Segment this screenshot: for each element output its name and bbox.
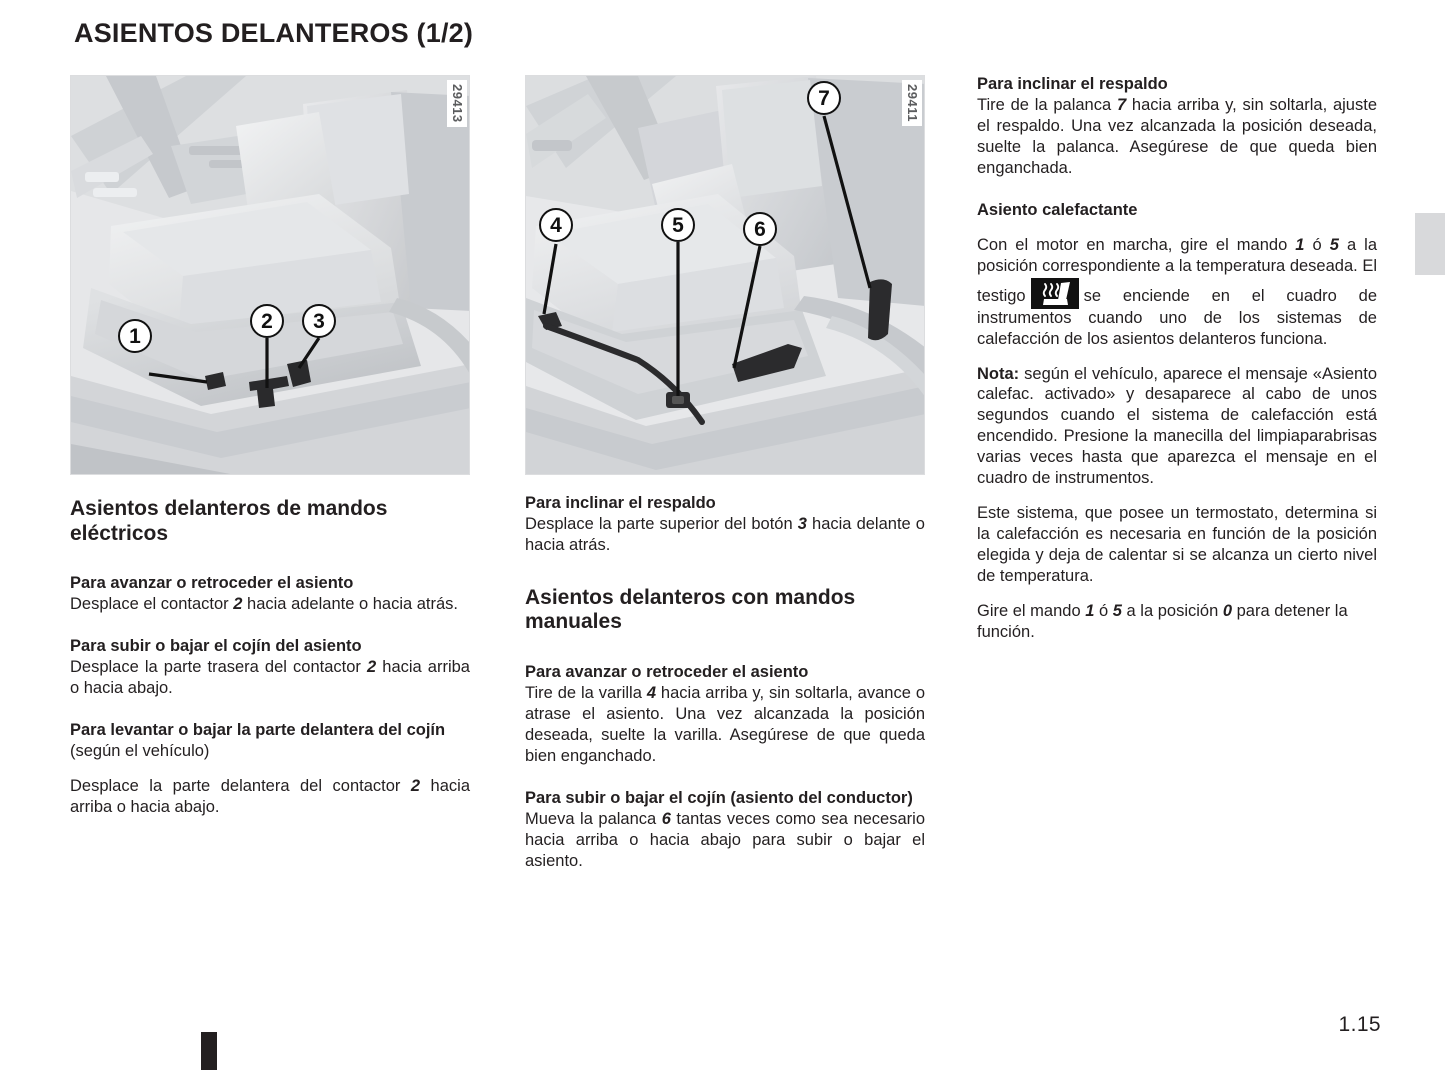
left-block-1-heading: Para avanzar o retroceder el asiento: [70, 574, 354, 593]
callout-4: 4: [539, 208, 573, 242]
right-stop-body: Gire el mando 1 ó 5 a la posición 0 para detener la función.: [977, 602, 1348, 642]
left-block-1-body: Desplace el contactor 2 hacia adelante o hacia atrás.: [70, 595, 459, 614]
note-label: Nota:: [977, 364, 1020, 383]
figure-code-29413: 29413: [447, 80, 467, 127]
left-block-3-subnote: (según el vehículo): [70, 741, 210, 760]
heated-seat-telltale-icon: [1031, 278, 1079, 309]
right-heated-body: Con el motor en marcha, gire el mando 1 ó 5 a la posición correspondiente a la temperatura deseada. El testigo se enciende en el cuadro de instrumentos cuando uno de los sistemas de calefacción de los asientos delanteros funciona.: [977, 235, 1377, 348]
callout-5: 5: [661, 208, 695, 242]
callout-6: 6: [743, 212, 777, 246]
edge-thumb-tab: [1415, 213, 1445, 275]
middle-block-2-heading: Para subir o bajar el cojín (asiento del conductor): [525, 788, 913, 807]
page-number: 1.15: [1338, 1013, 1381, 1036]
middle-block-2-body: Mueva la palanca 6 tantas veces como sea necesario hacia arriba o hacia abajo para subir o bajar el asiento.: [525, 809, 925, 870]
figure-electric-seat: [70, 75, 470, 475]
left-section-heading: Asientos delanteros de mandos eléctricos: [70, 497, 388, 545]
middle-block-1-heading: Para avanzar o retroceder el asiento: [525, 662, 809, 681]
callout-1: 1: [118, 319, 152, 353]
figure-manual-seat-illustration: [526, 76, 925, 475]
column-left: [70, 75, 470, 818]
column-middle: [525, 75, 925, 872]
figure-electric-seat-illustration: [71, 76, 470, 475]
left-block-3-heading: Para levantar o bajar la parte delantera del cojín: [70, 720, 446, 739]
figure-manual-seat: [525, 75, 925, 475]
column-right: [977, 75, 1377, 643]
right-note-body: Nota: según el vehículo, aparece el mensaje «Asiento calefac. activado» y desaparece al cabo de unos segundos cuando el sistema de calefacción está encendido. Presione la manecilla del limpiaparabrisas varias veces hasta que aparezca el mensaje en el cuadro de instrumentos.: [977, 364, 1377, 488]
left-block-3-body: Desplace la parte delantera del contactor 2 hacia arriba o hacia abajo.: [70, 776, 470, 816]
middle-section-heading: Asientos delanteros con mandos manuales: [525, 585, 856, 634]
left-block-2-heading: Para subir o bajar el cojín del asiento: [70, 637, 362, 656]
callout-2: 2: [250, 304, 284, 338]
right-recline-body: Tire de la palanca 7 hacia arriba y, sin soltarla, ajuste el respaldo. Una vez alcanzada la posición deseada, suelte la palanca. Asegúrese de que queda bien enganchada.: [977, 95, 1377, 177]
middle-recline-body: Desplace la parte superior del botón 3 hacia delante o hacia atrás.: [525, 514, 925, 554]
middle-recline-heading: Para inclinar el respaldo: [525, 494, 716, 512]
figure-code-29411: 29411: [902, 80, 922, 126]
middle-block-1-body: Tire de la varilla 4 hacia arriba y, sin soltarla, avance o atrase el asiento. Una vez alcanzada la posición deseada, suelte la varilla. Asegúrese de que queda bien enganchado.: [525, 683, 925, 765]
left-block-2-body: Desplace la parte trasera del contactor 2 hacia arriba o hacia abajo.: [70, 657, 470, 697]
callout-7: 7: [807, 81, 841, 115]
page-title: ASIENTOS DELANTEROS (1/2): [74, 18, 474, 48]
section-tab-marker: [201, 1032, 217, 1070]
right-thermostat-body: Este sistema, que posee un termostato, determina si la calefacción es necesaria en función de la posición elegida y deja de calentar si se alcanza un cierto nivel de temperatura.: [977, 504, 1377, 586]
callout-3: 3: [302, 304, 336, 338]
right-recline-heading: Para inclinar el respaldo: [977, 75, 1168, 93]
right-heated-heading: Asiento calefactante: [977, 200, 1138, 219]
